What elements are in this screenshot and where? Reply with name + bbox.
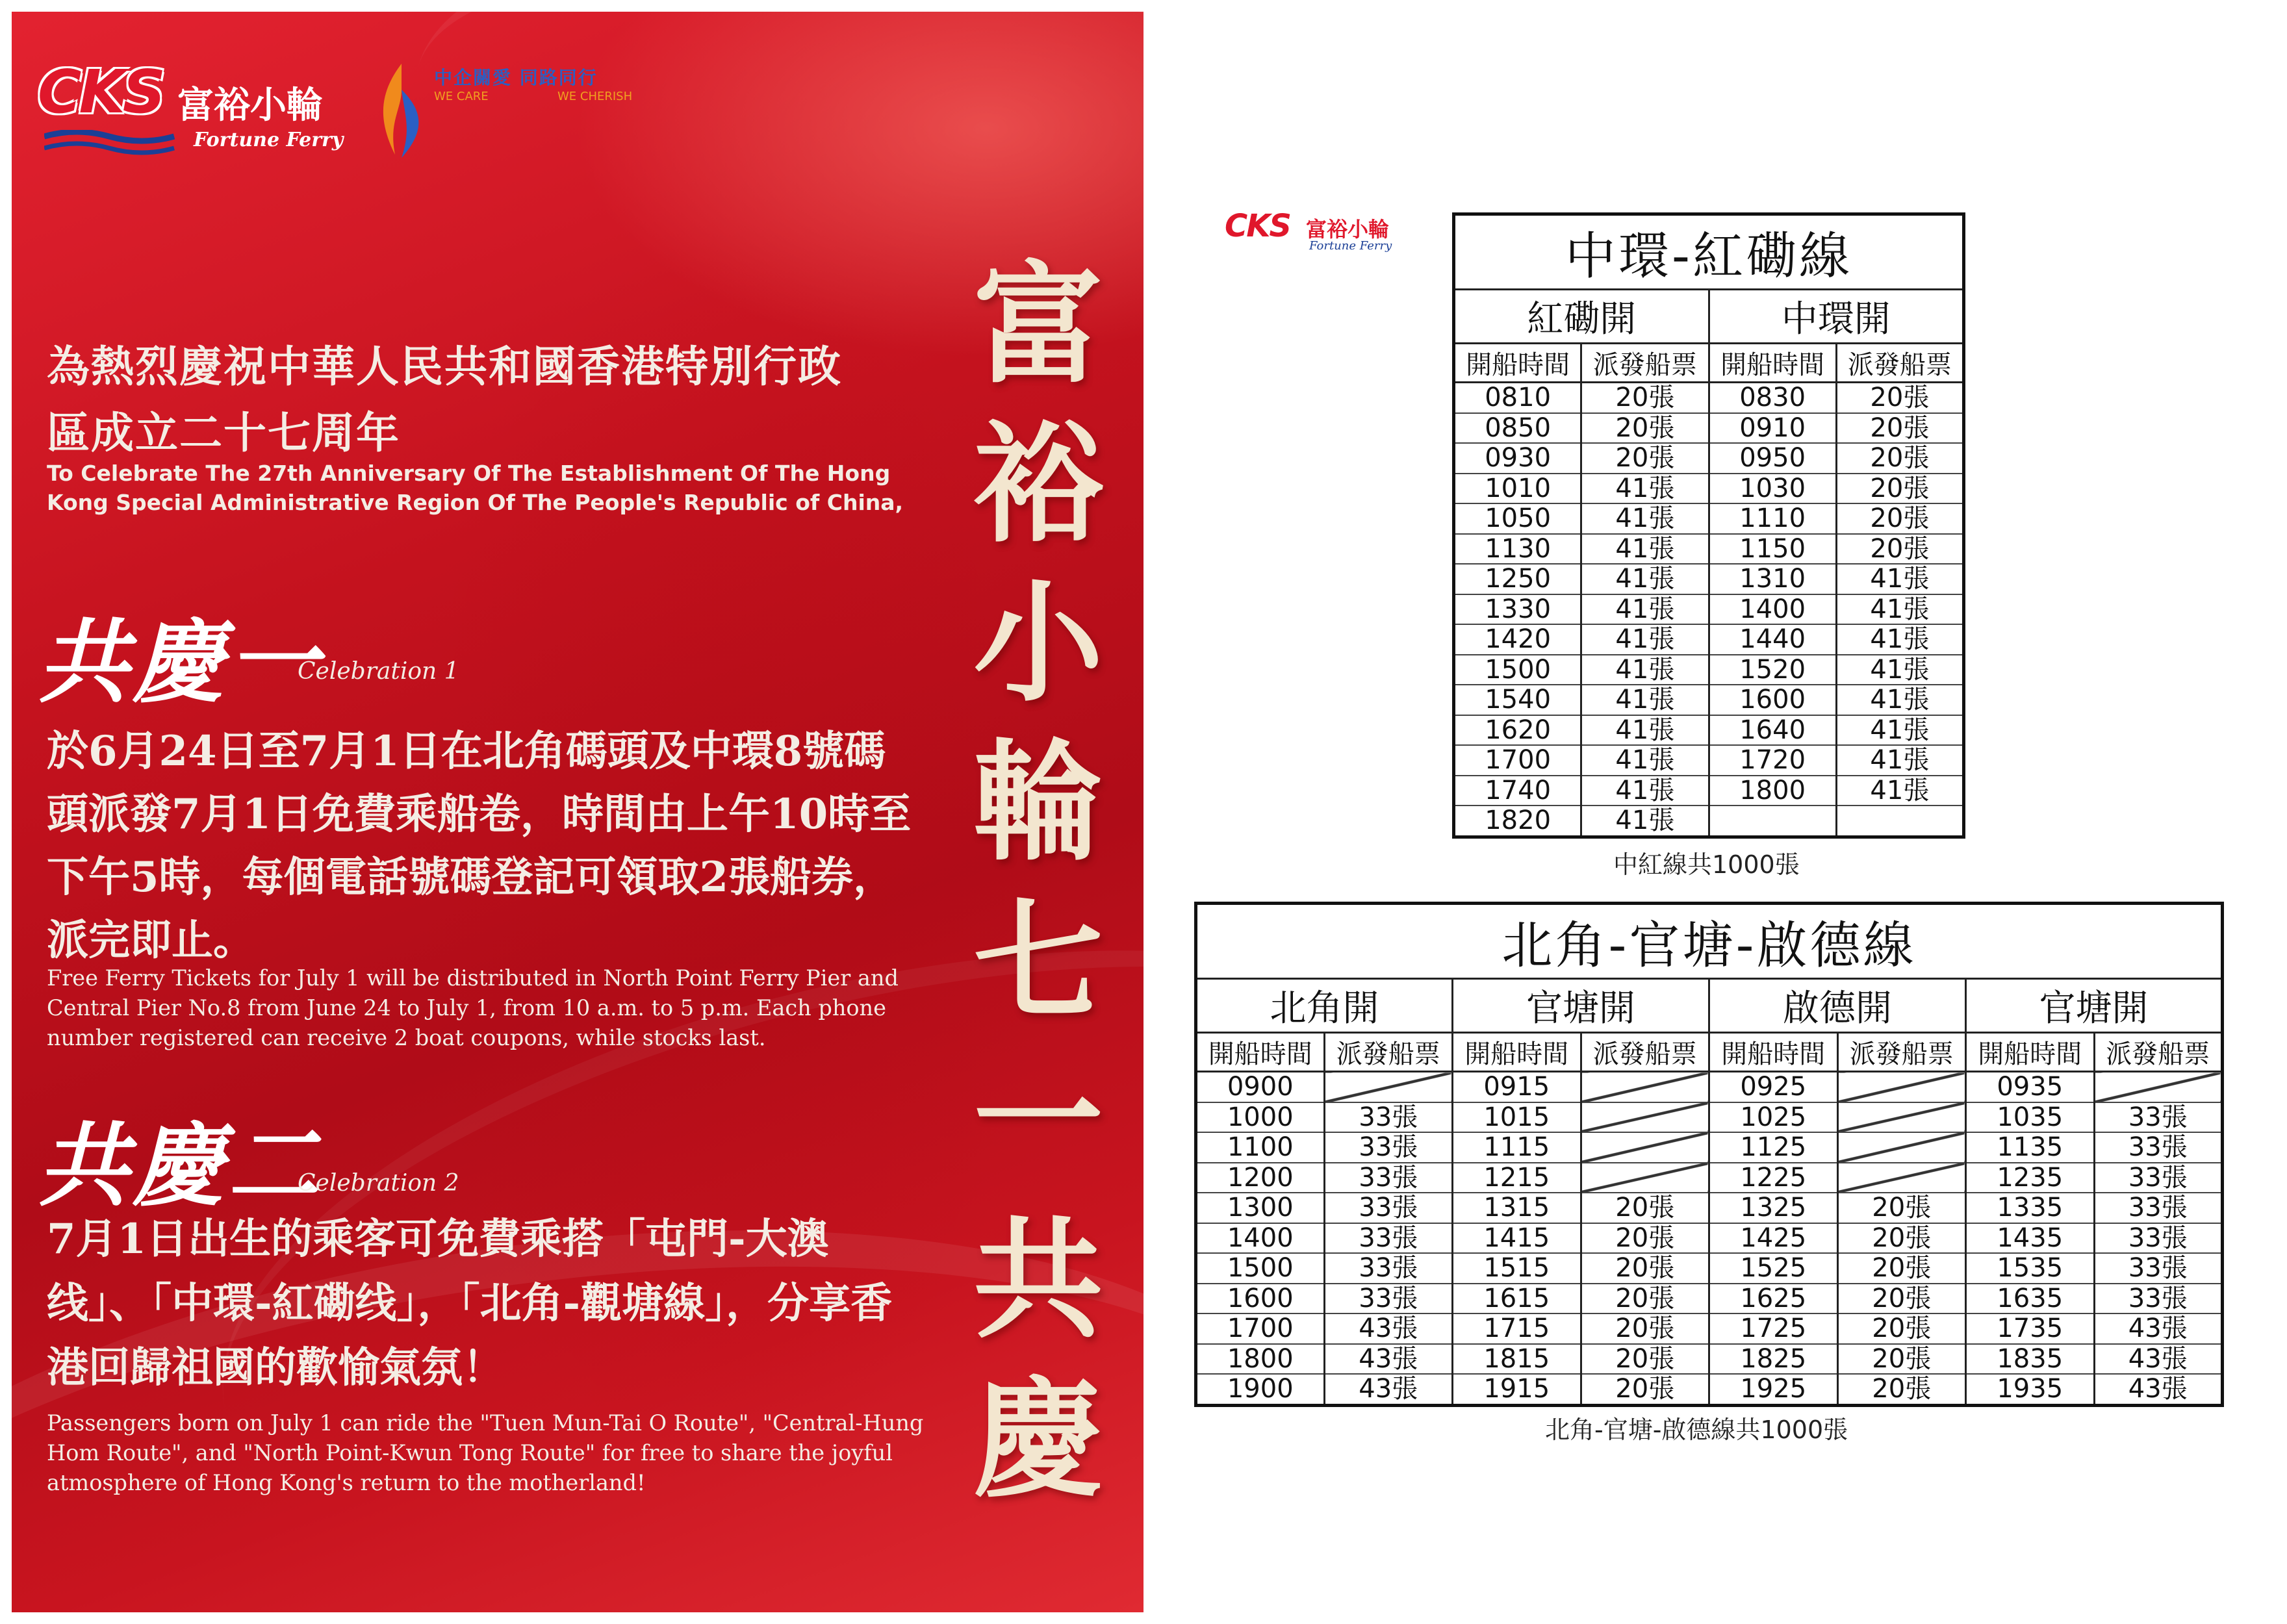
table-row: [1196, 1284, 2223, 1314]
departure-time-cell: 1250: [1454, 564, 1581, 594]
departure-time-cell: 1200: [1196, 1163, 1325, 1193]
table-row: [1454, 443, 1964, 474]
departure-time-cell: 1815: [1453, 1344, 1581, 1375]
ticket-count-cell: 20張: [1836, 383, 1963, 413]
departure-time-cell: 0930: [1454, 443, 1581, 474]
ticket-count-cell: [1581, 1163, 1709, 1193]
small-logo-cn: 富裕小輪: [1306, 217, 1390, 242]
small-logo-en: Fortune Ferry: [1309, 239, 1392, 253]
ticket-count-cell: 20張: [1836, 443, 1963, 474]
ticket-count-cell: 41張: [1581, 655, 1709, 685]
ticket-count-cell: [1581, 1072, 1709, 1102]
departure-time-cell: 1325: [1709, 1193, 1838, 1223]
table-row: [1196, 1072, 2223, 1102]
we-care-logo: [376, 57, 681, 168]
route-title: 北角-官塘-啟德線: [1196, 904, 2223, 979]
ticket-count-cell: 33張: [2094, 1284, 2223, 1314]
departure-time-cell: 0925: [1709, 1072, 1838, 1102]
ticket-count-cell: [1837, 1163, 1966, 1193]
table-row: [1454, 474, 1964, 504]
route-2-total-caption: 北角-官塘-啟德線共1000張: [1545, 1415, 1848, 1444]
ticket-count-cell: [1837, 1102, 1966, 1133]
departure-time-cell: 1540: [1454, 685, 1581, 715]
column-header-tickets: 派發船票: [1581, 344, 1709, 383]
column-header-tickets: 派發船票: [1837, 1033, 1966, 1072]
departure-time-cell: 1135: [1966, 1132, 2095, 1163]
ticket-count-cell: 41張: [1581, 594, 1709, 625]
table-row: [1454, 806, 1964, 837]
column-header-time: 開船時間: [1196, 1033, 1325, 1072]
ticket-count-cell: 20張: [1581, 1374, 1709, 1405]
ticket-count-cell: [1324, 1072, 1453, 1102]
ticket-count-cell: 20張: [1581, 1284, 1709, 1314]
ticket-count-cell: 33張: [2094, 1163, 2223, 1193]
departure-time-cell: 1820: [1454, 806, 1581, 837]
ticket-count-cell: 20張: [1581, 383, 1709, 413]
ticket-count-cell: 41張: [1581, 806, 1709, 837]
direction-header: 官塘開: [1966, 979, 2223, 1033]
departure-time-cell: 1535: [1966, 1253, 2095, 1284]
departure-time-cell: 1835: [1966, 1344, 2095, 1375]
ticket-count-cell: 33張: [1324, 1284, 1453, 1314]
ticket-count-cell: [2094, 1072, 2223, 1102]
ticket-count-cell: 33張: [2094, 1223, 2223, 1254]
departure-time-cell: 1440: [1709, 624, 1836, 655]
ticket-count-cell: 43張: [2094, 1313, 2223, 1344]
ticket-count-cell: 33張: [1324, 1253, 1453, 1284]
ticket-count-cell: 41張: [1836, 685, 1963, 715]
ticket-count-cell: 33張: [1324, 1193, 1453, 1223]
ticket-count-cell: [1836, 806, 1963, 837]
vertical-title: 富 裕 小 輪 七 一 共 慶: [973, 249, 1103, 1516]
ticket-count-cell: 20張: [1837, 1313, 1966, 1344]
departure-time-cell: 1600: [1196, 1284, 1325, 1314]
ticket-count-cell: 43張: [2094, 1374, 2223, 1405]
departure-time-cell: 1915: [1453, 1374, 1581, 1405]
ticket-count-cell: 20張: [1837, 1284, 1966, 1314]
ticket-count-cell: 20張: [1837, 1193, 1966, 1223]
ticket-count-cell: 20張: [1581, 443, 1709, 474]
departure-time-cell: 1030: [1709, 474, 1836, 504]
ticket-count-cell: 41張: [1581, 715, 1709, 746]
departure-time-cell: 0830: [1709, 383, 1836, 413]
care-logo-cn: 中企關愛 同路同行: [434, 67, 598, 88]
ticket-count-cell: 33張: [1324, 1163, 1453, 1193]
ticket-count-cell: [1581, 1102, 1709, 1133]
departure-time-cell: 1725: [1709, 1313, 1838, 1344]
departure-time-cell: 1800: [1709, 776, 1836, 806]
care-logo-en-right: WE CHERISH: [557, 90, 633, 103]
ticket-count-cell: 20張: [1836, 474, 1963, 504]
departure-time-cell: 1935: [1966, 1374, 2095, 1405]
departure-time-cell: 1515: [1453, 1253, 1581, 1284]
ticket-count-cell: 41張: [1836, 564, 1963, 594]
departure-time-cell: 0900: [1196, 1072, 1325, 1102]
column-header-time: 開船時間: [1454, 344, 1581, 383]
logo-en: Fortune Ferry: [194, 129, 344, 151]
ticket-count-cell: 41張: [1581, 474, 1709, 504]
departure-time-cell: 1715: [1453, 1313, 1581, 1344]
ticket-count-cell: 20張: [1836, 534, 1963, 565]
ticket-count-cell: 41張: [1581, 503, 1709, 534]
departure-time-cell: 1525: [1709, 1253, 1838, 1284]
column-header-time: 開船時間: [1453, 1033, 1581, 1072]
ticket-count-cell: 33張: [1324, 1102, 1453, 1133]
column-header-tickets: 派發船票: [2094, 1033, 2223, 1072]
ticket-count-cell: 43張: [1324, 1374, 1453, 1405]
departure-time-cell: 1925: [1709, 1374, 1838, 1405]
departure-time-cell: 0910: [1709, 413, 1836, 444]
celebration-1-title: 共慶一: [38, 609, 323, 716]
ticket-count-cell: 20張: [1837, 1374, 1966, 1405]
departure-time-cell: 0935: [1966, 1072, 2095, 1102]
ticket-count-cell: 33張: [2094, 1253, 2223, 1284]
departure-time-cell: 0850: [1454, 413, 1581, 444]
departure-time-cell: 1400: [1709, 594, 1836, 625]
table-row: [1454, 624, 1964, 655]
ticket-count-cell: 33張: [2094, 1193, 2223, 1223]
ticket-count-cell: 41張: [1836, 624, 1963, 655]
departure-time-cell: 1735: [1966, 1313, 2095, 1344]
departure-time-cell: 0950: [1709, 443, 1836, 474]
table-row: [1454, 715, 1964, 746]
departure-time-cell: 1335: [1966, 1193, 2095, 1223]
ticket-count-cell: 43張: [1324, 1313, 1453, 1344]
table-row: [1454, 534, 1964, 565]
column-header-time: 開船時間: [1709, 1033, 1838, 1072]
ticket-count-cell: 43張: [1324, 1344, 1453, 1375]
departure-time-cell: 1420: [1454, 624, 1581, 655]
departure-time-cell: 1740: [1454, 776, 1581, 806]
ticket-count-cell: 33張: [2094, 1102, 2223, 1133]
departure-time-cell: 1100: [1196, 1132, 1325, 1163]
celebration-1-body-chinese: 於6月24日至7月1日在北角碼頭及中環8號碼頭派發7月1日免費乘船卷，時間由上午10時至下午5時，每個電話號碼登記可領取2張船券，派完即止。: [47, 727, 912, 965]
flame-icon: [376, 64, 428, 161]
departure-time-cell: 1720: [1709, 745, 1836, 776]
departure-time-cell: [1709, 806, 1836, 837]
departure-time-cell: 1125: [1709, 1132, 1838, 1163]
departure-time-cell: 1310: [1709, 564, 1836, 594]
small-fortune-ferry-logo: [1225, 208, 1420, 253]
celebration-2-title: 共慶二: [38, 1113, 323, 1219]
fortune-ferry-logo: [38, 57, 356, 168]
ticket-count-cell: 41張: [1581, 624, 1709, 655]
table-row: [1196, 1313, 2223, 1344]
ticket-count-cell: 41張: [1836, 594, 1963, 625]
table-row: [1454, 685, 1964, 715]
ticket-count-cell: [1837, 1072, 1966, 1102]
departure-time-cell: 1035: [1966, 1102, 2095, 1133]
ticket-count-cell: 33張: [1324, 1132, 1453, 1163]
departure-time-cell: 1700: [1454, 745, 1581, 776]
departure-time-cell: 1800: [1196, 1344, 1325, 1375]
table-row: [1454, 413, 1964, 444]
departure-time-cell: 1215: [1453, 1163, 1581, 1193]
ticket-count-cell: 20張: [1581, 1223, 1709, 1254]
column-header-time: 開船時間: [1709, 344, 1836, 383]
departure-time-cell: 1635: [1966, 1284, 2095, 1314]
departure-time-cell: 1520: [1709, 655, 1836, 685]
departure-time-cell: 1900: [1196, 1374, 1325, 1405]
table-row: [1196, 1102, 2223, 1133]
poster: [12, 12, 1144, 1612]
column-header-tickets: 派發船票: [1581, 1033, 1709, 1072]
departure-time-cell: 1225: [1709, 1163, 1838, 1193]
departure-time-cell: 1315: [1453, 1193, 1581, 1223]
departure-time-cell: 1115: [1453, 1132, 1581, 1163]
table-row: [1196, 1253, 2223, 1284]
care-logo-en: WE CARE: [434, 90, 489, 103]
table-row: [1454, 594, 1964, 625]
table-row: [1454, 776, 1964, 806]
ticket-count-cell: 20張: [1581, 1193, 1709, 1223]
departure-time-cell: 1130: [1454, 534, 1581, 565]
direction-header: 北角開: [1196, 979, 1453, 1033]
departure-time-cell: 1150: [1709, 534, 1836, 565]
ticket-count-cell: 20張: [1836, 413, 1963, 444]
departure-time-cell: 1825: [1709, 1344, 1838, 1375]
table-row: [1196, 1344, 2223, 1375]
departure-time-cell: 1500: [1196, 1253, 1325, 1284]
ticket-count-cell: 43張: [2094, 1344, 2223, 1375]
ticket-count-cell: 41張: [1581, 534, 1709, 565]
table-row: [1196, 1132, 2223, 1163]
column-header-tickets: 派發船票: [1324, 1033, 1453, 1072]
ticket-count-cell: 20張: [1581, 1313, 1709, 1344]
departure-time-cell: 1425: [1709, 1223, 1838, 1254]
ticket-count-cell: 41張: [1836, 776, 1963, 806]
departure-time-cell: 1400: [1196, 1223, 1325, 1254]
departure-time-cell: 0915: [1453, 1072, 1581, 1102]
ticket-count-cell: [1837, 1132, 1966, 1163]
logo-abbr: CKS: [38, 57, 164, 127]
route-title: 中環-紅磡線: [1454, 214, 1964, 290]
wave-icon: [44, 130, 181, 156]
table-row: [1196, 1163, 2223, 1193]
celebration-2-subtitle: Celebration 2: [298, 1170, 459, 1197]
departure-time-cell: 1050: [1454, 503, 1581, 534]
ticket-count-cell: 20張: [1837, 1253, 1966, 1284]
ticket-count-cell: 20張: [1581, 1344, 1709, 1375]
celebration-1-subtitle: Celebration 1: [298, 658, 459, 685]
north-point-kwun-tong-kai-tak-schedule-table: [1194, 902, 2224, 1407]
direction-header: 啟德開: [1709, 979, 1966, 1033]
departure-time-cell: 1435: [1966, 1223, 2095, 1254]
ticket-count-cell: [1581, 1132, 1709, 1163]
direction-header: 中環開: [1709, 290, 1964, 344]
departure-time-cell: 1640: [1709, 715, 1836, 746]
logo-cn: 富裕小輪: [177, 84, 323, 127]
small-logo-abbr: CKS: [1225, 208, 1290, 244]
departure-time-cell: 1700: [1196, 1313, 1325, 1344]
ticket-count-cell: 33張: [2094, 1132, 2223, 1163]
ticket-count-cell: 20張: [1837, 1223, 1966, 1254]
departure-time-cell: 1625: [1709, 1284, 1838, 1314]
departure-time-cell: 1025: [1709, 1102, 1838, 1133]
intro-english: To Celebrate The 27th Anniversary Of The Establishment Of The Hong Kong Special Administrative Region Of The People's Republic of China,: [47, 461, 904, 515]
table-row: [1454, 745, 1964, 776]
ticket-count-cell: 20張: [1836, 503, 1963, 534]
ticket-count-cell: 41張: [1581, 776, 1709, 806]
departure-time-cell: 1015: [1453, 1102, 1581, 1133]
ticket-count-cell: 41張: [1836, 745, 1963, 776]
table-row: [1454, 383, 1964, 413]
departure-time-cell: 1000: [1196, 1102, 1325, 1133]
departure-time-cell: 0810: [1454, 383, 1581, 413]
ticket-count-cell: 20張: [1581, 413, 1709, 444]
celebration-1-body-english: Free Ferry Tickets for July 1 will be distributed in North Point Ferry Pier and Central Pier No.8 from June 24 to July 1, from 10 a.m. to 5 p.m. Each phone number registered can receive 2 boat coupons, while stocks last.: [47, 965, 899, 1050]
ticket-count-cell: 41張: [1836, 715, 1963, 746]
departure-time-cell: 1300: [1196, 1193, 1325, 1223]
departure-time-cell: 1620: [1454, 715, 1581, 746]
table-row: [1196, 1223, 2223, 1254]
table-row: [1454, 655, 1964, 685]
intro-chinese: 為熱烈慶祝中華人民共和國香港特別行政區成立二十七周年: [47, 341, 842, 458]
table-row: [1196, 1374, 2223, 1405]
ticket-count-cell: 41張: [1581, 745, 1709, 776]
departure-time-cell: 1330: [1454, 594, 1581, 625]
direction-header: 官塘開: [1453, 979, 1709, 1033]
ticket-count-cell: 41張: [1581, 685, 1709, 715]
table-row: [1196, 1193, 2223, 1223]
departure-time-cell: 1500: [1454, 655, 1581, 685]
celebration-2-body-english: Passengers born on July 1 can ride the "Tuen Mun-Tai O Route", "Central-Hung Hom Route", and "North Point-Kwun Tong Route" for free to share the joyful atmosphere of Hong Kong's return to the motherland!: [47, 1410, 924, 1495]
ticket-count-cell: 41張: [1581, 564, 1709, 594]
column-header-time: 開船時間: [1966, 1033, 2095, 1072]
departure-time-cell: 1600: [1709, 685, 1836, 715]
departure-time-cell: 1415: [1453, 1223, 1581, 1254]
route-1-total-caption: 中紅線共1000張: [1613, 850, 1800, 879]
ticket-count-cell: 41張: [1836, 655, 1963, 685]
direction-header: 紅磡開: [1454, 290, 1709, 344]
central-hung-hom-schedule-table: [1452, 212, 1965, 839]
ticket-count-cell: 20張: [1837, 1344, 1966, 1375]
table-row: [1454, 503, 1964, 534]
departure-time-cell: 1235: [1966, 1163, 2095, 1193]
column-header-tickets: 派發船票: [1836, 344, 1963, 383]
departure-time-cell: 1110: [1709, 503, 1836, 534]
departure-time-cell: 1010: [1454, 474, 1581, 504]
ticket-count-cell: 33張: [1324, 1223, 1453, 1254]
celebration-2-body-chinese: 7月1日出生的乘客可免費乘搭「屯門-大澳线」、「中環-紅磡线」，「北角-觀塘線」，分享香港回歸祖國的歡愉氣氛！: [47, 1215, 893, 1392]
table-row: [1454, 564, 1964, 594]
departure-time-cell: 1615: [1453, 1284, 1581, 1314]
ticket-count-cell: 20張: [1581, 1253, 1709, 1284]
